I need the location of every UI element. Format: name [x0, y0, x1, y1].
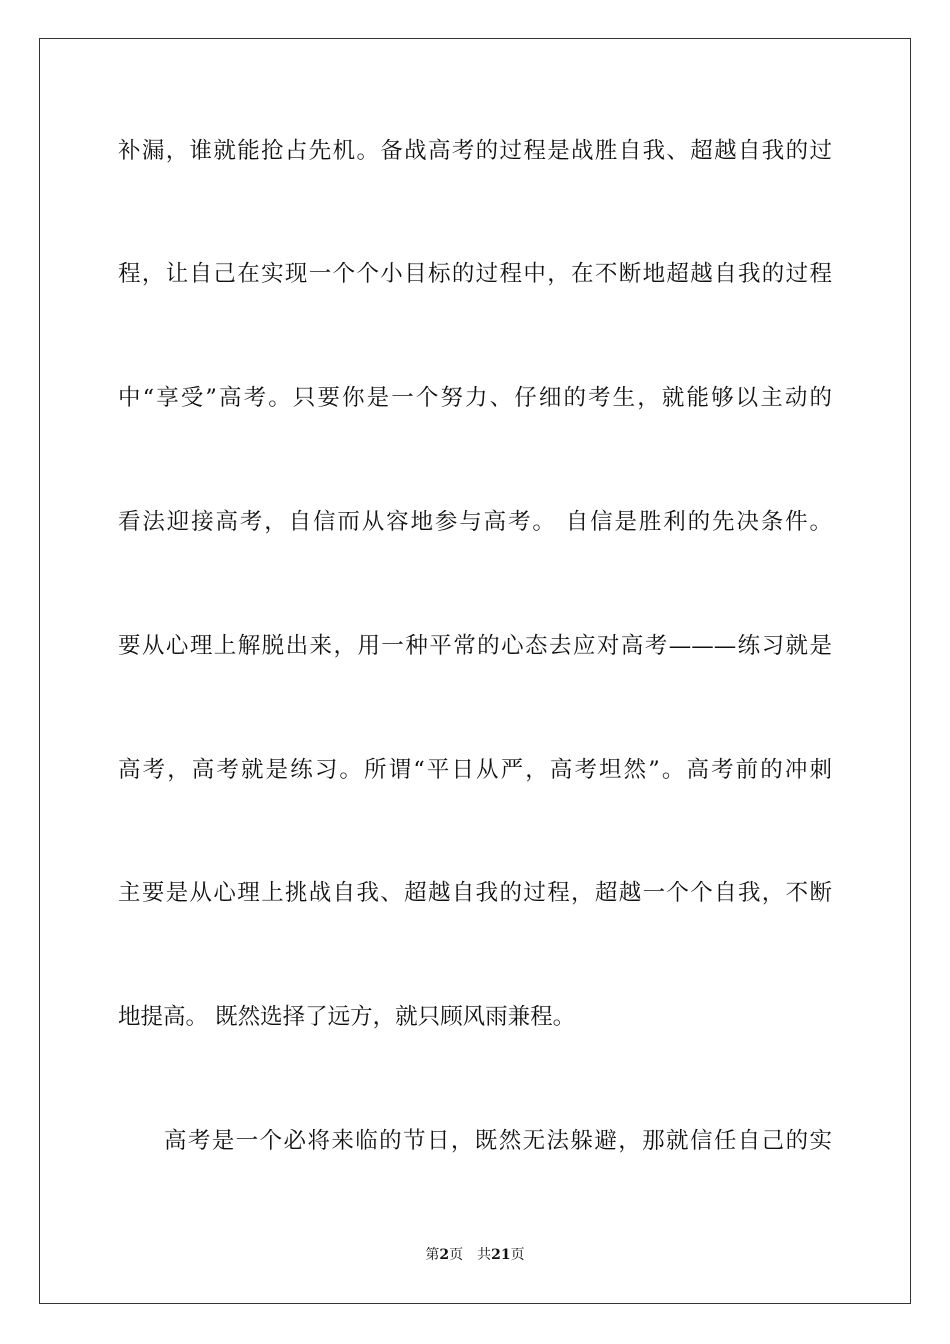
text-line-7: 主要是从心理上挑战自我、超越自我的过程，超越一个个自我，不断: [118, 880, 832, 906]
total-prefix: 共: [477, 1247, 492, 1263]
page-suffix: 页: [449, 1247, 464, 1263]
text-line-1: 补漏，谁就能抢占先机。备战高考的过程是战胜自我、超越自我的过: [118, 138, 832, 164]
page-footer: [0, 1245, 950, 1265]
text-line-8: 地提高。 既然选择了远方，就只顾风雨兼程。: [118, 1004, 576, 1030]
text-line-6: 高考，高考就是练习。所谓“平日从严，高考坦然”。高考前的冲刺: [118, 757, 832, 783]
total-pages: 21: [491, 1247, 511, 1263]
page-border: [39, 38, 911, 1304]
text-line-3: 中“享受”高考。只要你是一个努力、仔细的考生，就能够以主动的: [118, 385, 832, 411]
text-line-2: 程，让自己在实现一个个小目标的过程中，在不断地超越自我的过程: [118, 261, 832, 287]
text-line-4: 看法迎接高考，自信而从容地参与高考。 自信是胜利的先决条件。: [118, 509, 832, 535]
page-prefix: 第: [425, 1247, 440, 1263]
text-line-9: 高考是一个必将来临的节日，既然无法躲避，那就信任自己的实: [164, 1128, 832, 1154]
total-suffix: 页: [510, 1247, 525, 1263]
page-number: 2: [439, 1247, 450, 1263]
text-line-5: 要从心理上解脱出来，用一种平常的心态去应对高考———练习就是: [118, 633, 832, 659]
